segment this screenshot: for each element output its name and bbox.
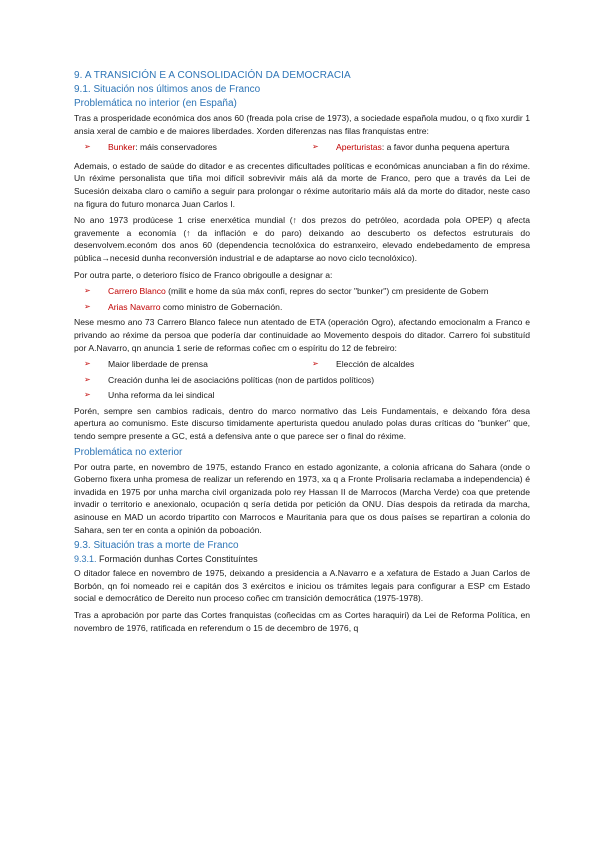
arrow-bullet-icon: ➢ [84,286,91,296]
term-bunker: Bunker [108,142,136,153]
term-aperturistas: Aperturistas [336,142,382,153]
list-item-press [74,358,302,371]
arrow-bullet-icon: ➢ [84,359,91,369]
list-item-union-law [74,389,530,402]
heading-number: 9.3.1. [74,554,97,565]
section-heading-9-1: 9.1. Situación nos últimos anos de Franco [74,84,261,95]
paragraph-designations: Por outra parte, o deterioro físico de Franco obrigoulle a designar a: [74,269,333,280]
arrow-bullet-icon: ➢ [84,142,91,152]
section-heading-main: 9. A TRANSICIÓN E A CONSOLIDACIÓN DA DEMOCRACIA [74,70,351,81]
desc-aperturistas: : a favor dunha pequena apertura [381,142,510,153]
subheading-interior: Problemática no interior (en España) [74,98,237,109]
paragraph-franco-death: O ditador falece en novembro de 1975, deixando a presidencia a A.Navarro e a xefatura de Estado a Juan Carlos de Borbón, qn foi nomeado rei e capitán dos 3 exércitos e iniciou os trámites legais para configurar a ESP cm Estado social e democrático de Dereito nun proceso coñec cm transición democrática (1975-1978). [74,568,530,604]
arrow-bullet-icon: ➢ [84,374,91,384]
desc-arias: como ministro de Gobernación. [160,301,283,312]
reforms-list [74,358,530,402]
arrow-bullet-icon: ➢ [312,142,319,152]
reform-union-law: Unha reforma da lei sindical [108,390,215,401]
section-heading-9-3-1 [74,554,530,564]
reform-associations: Creación dunha lei de asociacións políticas (non de partidos políticos) [108,374,375,385]
paragraph-prosperity: Tras a prosperidade económica dos anos 60 (freada pola crise de 1973), a sociedade española mudou, o q fixo xurdir 1 ansia xeral de cambio e de maiores liberdades. Xorden diferenzas nas filas franquistas entre: [74,113,530,136]
reform-mayors: Elección de alcaldes [336,359,415,370]
designations-list [74,285,530,313]
arrow-bullet-icon: ➢ [84,301,91,311]
desc-bunker: : máis conservadores [135,142,217,153]
arrow-bullet-icon: ➢ [84,390,91,400]
paragraph-health: Ademais, o estado de saúde do ditador e as crecentes dificultades políticas e económicas anunciaban a fin do réxime. Un réxime personalista que tiña moi difícil sobrevivir máis alá da morte de Franco, pero que a través da Lei de Sucesión deixaba claro o camiño a seguir para prolongar o réxime autoritario máis alá da morte do ditador, neste caso na figura do futuro monarca Juan Carlos I. [74,160,530,209]
reform-press: Maior liberdade de prensa [108,359,208,370]
arrow-bullet-icon: ➢ [312,359,319,369]
list-item-bunker [74,141,302,154]
desc-carrero: (milit e home da súa máx confi, repres do sector "bunker") cm presidente de Gobern [165,286,489,297]
paragraph-political-reform: Tras a aprobación por parte das Cortes franquistas (coñecidas cm as Cortes haraquiri) da Lei de Reforma Política, en novembro de 1976, ratificada en referendum o 15 de decembro de 1976, q [74,610,530,633]
heading-text: Formación dunhas Cortes Constituíntes [96,554,258,565]
paragraph-no-radical-changes: Porén, sempre sen cambios radicais, dentro do marco normativo das Leis Fundamentais, e deixando fóra desa apertura ao comunismo. Este discurso timidamente aperturista quedou anulado polas duras críticas do "bunker" que, tendo sempre presente a GC, está a defensiva ante o que parece ser o final do réxime. [74,405,530,442]
list-item-mayors [302,358,530,371]
factions-list [74,141,530,157]
term-carrero: Carrero Blanco [108,286,166,297]
list-item-aperturistas [302,141,530,154]
paragraph-carrero-death: Nese mesmo ano 73 Carrero Blanco falece nun atentado de ETA (operación Ogro), afectando emocionalm a Franco e privando ao réxime da persoa que podería dar continuidade ao Movemento despois do ditador. Carrero foi substituíd por A.Navarro, qn anuncia 1 serie de reformas coñec cm o espíritu do 12 de febreiro: [74,317,530,353]
document-body [74,70,530,638]
section-heading-9-3: 9.3. Situación tras a morte de Franco [74,540,239,552]
list-item-associations [74,374,530,387]
list-item-arias [74,301,530,314]
list-item-carrero [74,285,530,298]
paragraph-sahara: Por outra parte, en novembro de 1975, estando Franco en estado agonizante, a colonia africana do Sahara (onde o Goberno fixera unha promesa de realizar un referendo en 1973, xa q a Fronte Prolisaria reclamaba a independencia) é invadida en 1975 por unha marcha civil organizada polo rey Hassan II de Marrocos (Marcha Verde) coa que pretende invadir o territorio e anexionalo, ocupación q sería detida por petición da ONU. Días despois da retirada da marcha, asinouse en MAD un acordo tripartito con Marrocos e Mauritania para que os dous países se repartiran a colonia do Sahara, sen ter en conta a opinión da poboación. [74,461,530,535]
paragraph-crisis-1973: No ano 1973 prodúcese 1 crise enerxética mundial (↑ dos prezos do petróleo, acordada pola OPEP) q afecta gravemente a economía (↑ da inflación e do paro) deixando ao descuberto os defectos estruturais do desenvolvem.económ dos anos 60 (dependencia tecnolóxica do estranxeiro, elevado endebedamento de empresa pública→necesid dunha reconversión industrial e de adaptarse ao novo ciclo tecnolóxico). [74,215,530,263]
reforms-row [74,358,530,371]
subheading-exterior: Problemática no exterior [74,446,183,458]
term-arias: Arias Navarro [108,301,161,312]
